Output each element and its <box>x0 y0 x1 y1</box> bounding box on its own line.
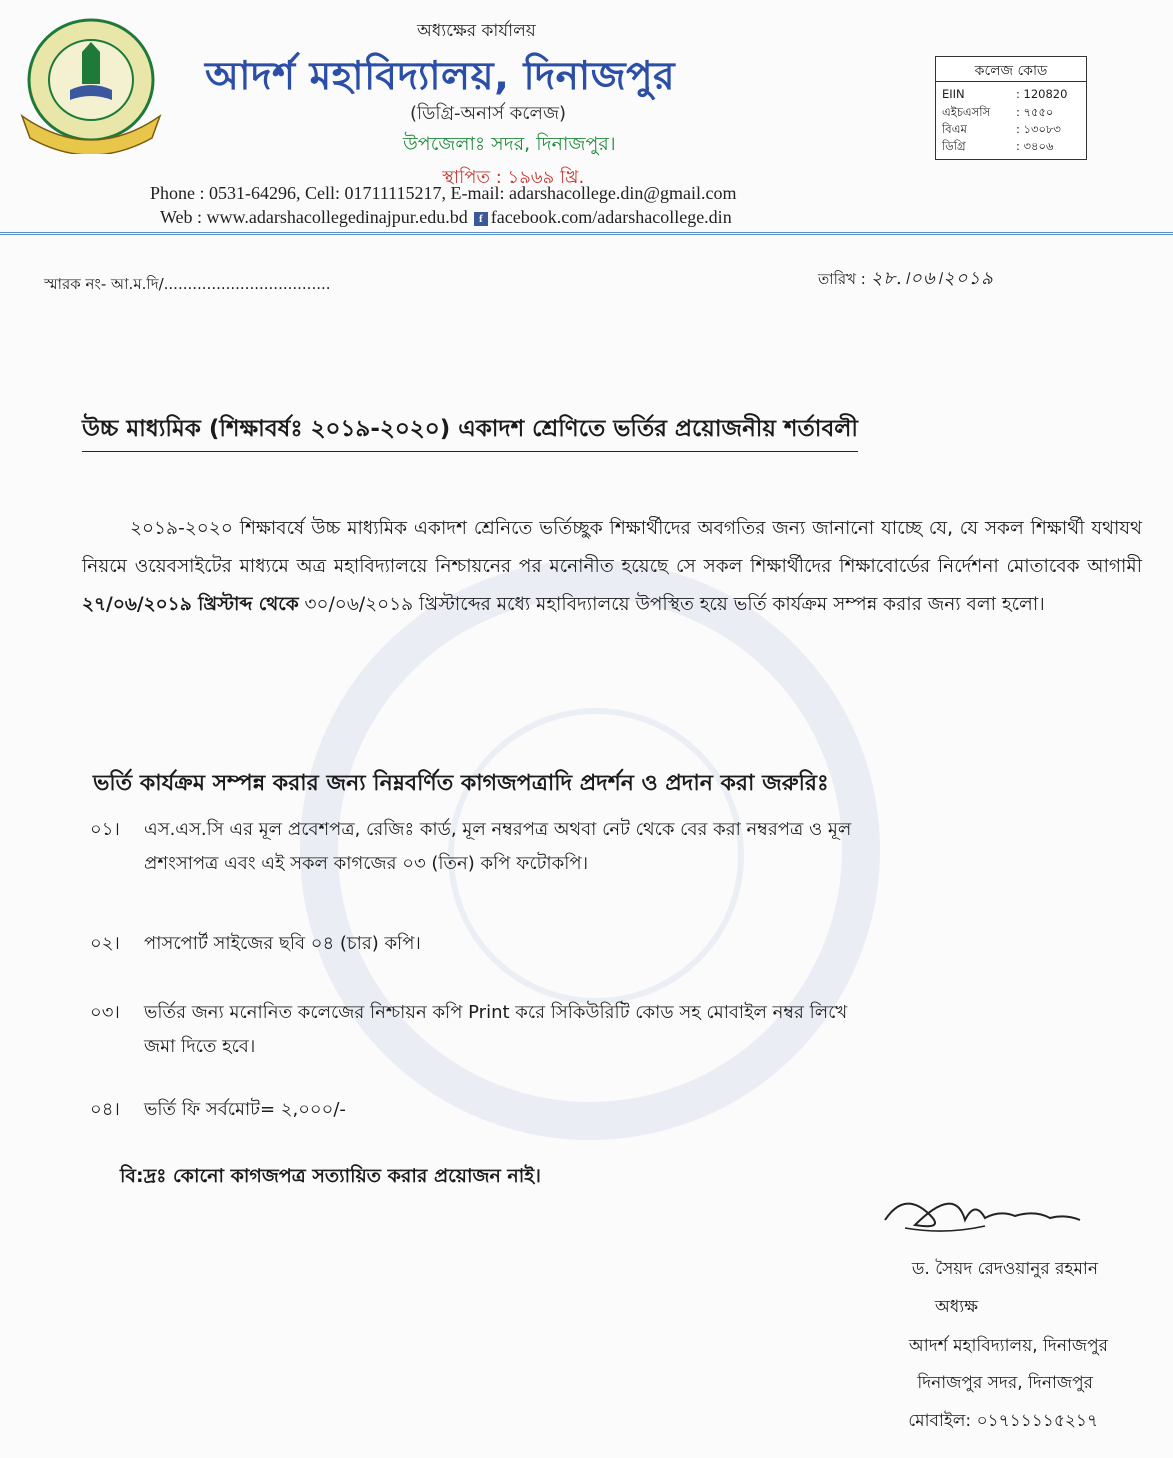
admission-start-date: ২৭/০৬/২০১৯ খ্রিস্টাব্দ থেকে <box>82 594 299 615</box>
code-row-bm: বিএম : ১৩০৮৩ <box>942 122 1061 136</box>
signatory-name: ড. সৈয়দ রেদওয়ানুর রহমান <box>911 1259 1098 1279</box>
date-value: ২৮.।০৬।২০১৯ <box>870 268 994 289</box>
signatory-org: আদর্শ মহাবিদ্যালয়, দিনাজপুর <box>908 1336 1108 1356</box>
facebook-link[interactable]: facebook.com/adarshacollege.din <box>490 207 732 227</box>
college-code-box <box>935 56 1087 160</box>
college-code-divider <box>936 81 1086 82</box>
office-title: অধ্যক্ষের কার্যালয় <box>417 21 536 41</box>
note: বি:দ্রঃ কোনো কাগজপত্র সত্যায়িত করার প্রয়োজন নাই। <box>120 1165 541 1187</box>
documents-heading: ভর্তি কার্যক্রম সম্পন্ন করার জন্য নিম্নবর্ণিত কাগজপত্রাদি প্রদর্শন ও প্রদান করা জরুরিঃ <box>93 771 829 796</box>
list-item: ০২। পাসপোর্ট সাইজের ছবি ০৪ (চার) কপি। <box>90 933 421 954</box>
college-code-title: কলেজ কোড <box>974 63 1048 79</box>
list-item: ০৩। ভর্তির জন্য মনোনিত কলেজের নিশ্চায়ন কপি Print করে সিকিউরিটি কোড সহ মোবাইল নম্বর লিখে জমা দিতে হবে। <box>90 1002 848 1057</box>
list-item: ০৪। ভর্তি ফি সর্বমোট= ২,০০০/- <box>90 1099 346 1120</box>
list-item: ০১। এস.এস.সি এর মূল প্রবেশপত্র, রেজিঃ কার্ড, মূল নম্বরপত্র অথবা নেট থেকে বের করা নম্বরপত্র ও মূল প্রশংসাপত্র এবং এই সকল কাগজের ০৩ (তিন) কপি ফটোকপি। <box>90 819 852 874</box>
college-seal-logo <box>12 14 170 154</box>
code-row-hsc: এইচএসসি : ৭৫৫০ <box>942 105 1054 119</box>
web-line <box>160 207 732 228</box>
subject-heading: উচ্চ মাধ্যমিক (শিক্ষাবর্ষঃ ২০১৯-২০২০) একাদশ শ্রেণিতে ভর্তির প্রয়োজনীয় শর্তাবলী <box>82 410 858 452</box>
upazila-address: উপজেলাঃ সদর, দিনাজপুর। <box>403 133 616 155</box>
college-name: আদর্শ মহাবিদ্যালয়, দিনাজপুর <box>205 54 676 99</box>
date-label: তারিখ : <box>818 270 866 288</box>
established-year: স্থাপিত : ১৯৬৯ খ্রি. <box>442 167 585 188</box>
memo-number: স্মারক নং- আ.ম.দি/................................... <box>44 275 331 293</box>
code-row-eiin: EIIN : 120820 <box>942 87 1068 101</box>
body-paragraph: ২০১৯-২০২০ শিক্ষাবর্ষে উচ্চ মাধ্যমিক একাদশ শ্রেনিতে ভর্তিচ্ছুক শিক্ষার্থীদের অবগতির জন্য জানানো যাচ্ছে যে, যে সকল শিক্ষার্থী যথাযথ নিয়মে ওয়েবসাইটের মাধ্যমে অত্র মহাবিদ্যালয়ে নিশ্চায়নের পর মনোনীত হয়েছে সে সকল শিক্ষার্থীদের শিক্ষাবোর্ডের নির্দেশনা মোতাবেক আগামী ২৭/০৬/২০১৯ খ্রিস্টাব্দ থেকে ৩০/০৬/২০১৯ খ্রিস্টাব্দের মধ্যে মহাবিদ্যালয়ে উপস্থিত হয়ে ভর্তি কার্যক্রম সম্পন্ন করার জন্য বলা হলো। <box>82 518 1142 615</box>
signature <box>875 1180 1095 1240</box>
code-row-degree: ডিগ্রি : ৩৪০৬ <box>942 139 1054 153</box>
facebook-icon: f <box>474 212 488 226</box>
signatory-address: দিনাজপুর সদর, দিনাজপুর <box>917 1373 1093 1393</box>
signatory-mobile: মোবাইল: ০১৭১১১১৫২১৭ <box>908 1411 1098 1431</box>
issue-date <box>818 264 994 295</box>
header-divider <box>0 232 1173 235</box>
website-link[interactable]: Web : www.adarshacollegedinajpur.edu.bd <box>160 207 468 227</box>
contact-line: Phone : 0531-64296, Cell: 01711115217, E-mail: adarshacollege.din@gmail.com <box>150 183 737 203</box>
college-type: (ডিগ্রি-অনার্স কলেজ) <box>410 103 567 124</box>
signatory-title: অধ্যক্ষ <box>935 1297 978 1317</box>
